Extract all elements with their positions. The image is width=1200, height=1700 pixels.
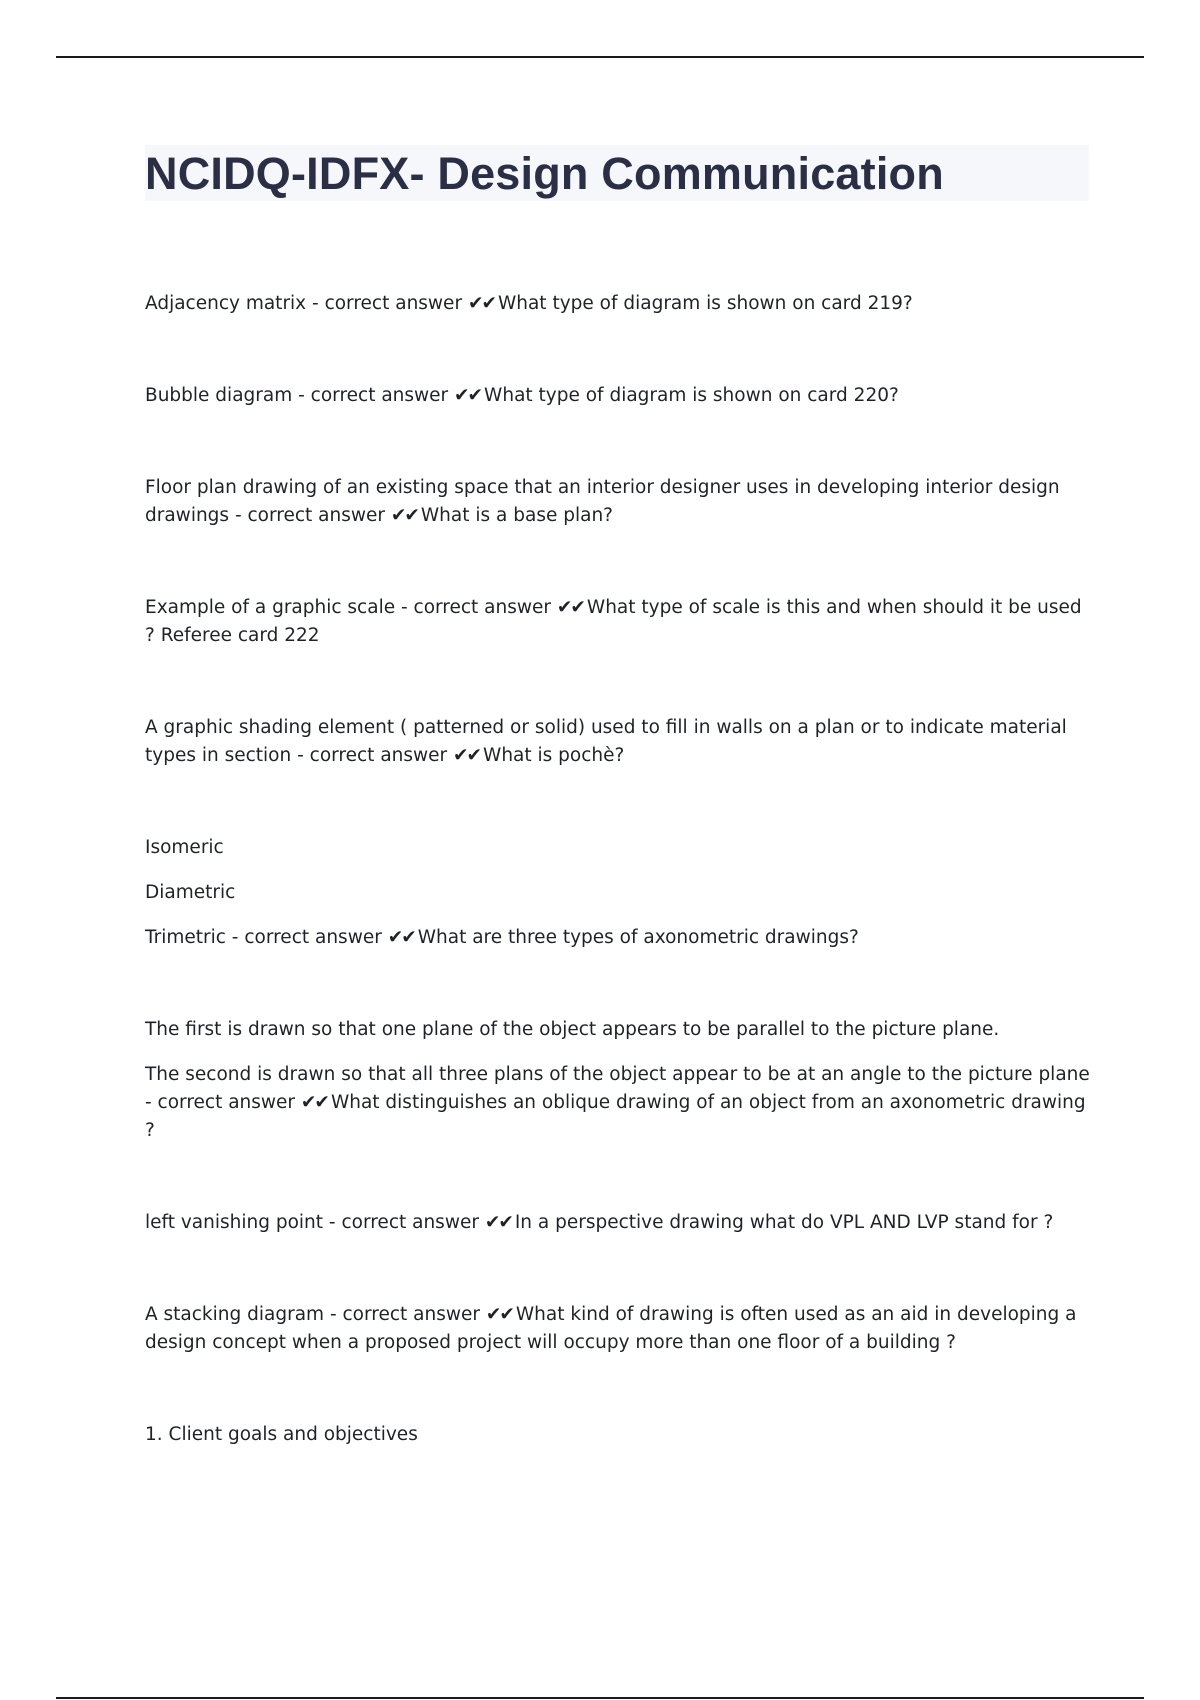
document-body bbox=[145, 290, 1095, 1513]
question-text: What type of scale is this and when should it be used ? Referee card 222 bbox=[145, 597, 1082, 646]
question-text: In a perspective drawing what do VPL AND LVP stand for ? bbox=[514, 1212, 1054, 1233]
top-rule bbox=[56, 56, 1144, 58]
answer-text: A stacking diagram - correct answer bbox=[145, 1304, 486, 1325]
check-marks-icon: ✔✔ bbox=[453, 745, 481, 766]
question-text: What type of diagram is shown on card 220? bbox=[484, 385, 899, 406]
question-text: What are three types of axonometric drawings? bbox=[417, 927, 859, 948]
qa-entry bbox=[145, 594, 1095, 650]
check-marks-icon: ✔✔ bbox=[300, 1092, 328, 1113]
bottom-rule bbox=[56, 1697, 1144, 1699]
qa-entry bbox=[145, 1209, 1095, 1237]
list-item: Diametric bbox=[145, 882, 236, 903]
check-marks-icon: ✔✔ bbox=[485, 1304, 513, 1325]
answer-text: A graphic shading element ( patterned or solid) used to fill in walls on a plan or to indicate material types in section - correct answer bbox=[145, 717, 1067, 766]
qa-entry bbox=[145, 382, 1095, 410]
answer-text: Example of a graphic scale - correct answer bbox=[145, 597, 557, 618]
answer-text: Trimetric - correct answer bbox=[145, 927, 388, 948]
question-text: What distinguishes an oblique drawing of an object from an axonometric drawing ? bbox=[145, 1092, 1086, 1141]
check-marks-icon: ✔✔ bbox=[454, 385, 482, 406]
check-marks-icon: ✔✔ bbox=[387, 927, 415, 948]
qa-entry bbox=[145, 474, 1095, 530]
list-item: Isomeric bbox=[145, 837, 224, 858]
qa-entry bbox=[145, 1016, 1095, 1145]
answer-text: Bubble diagram - correct answer bbox=[145, 385, 455, 406]
check-marks-icon: ✔✔ bbox=[484, 1212, 512, 1233]
question-text: What is pochè? bbox=[483, 745, 625, 766]
paragraph-line: The first is drawn so that one plane of the object appears to be parallel to the picture plane. bbox=[145, 1019, 1000, 1040]
answer-text: left vanishing point - correct answer bbox=[145, 1212, 485, 1233]
qa-entry bbox=[145, 834, 1095, 952]
qa-entry bbox=[145, 714, 1095, 770]
answer-text: Adjacency matrix - correct answer bbox=[145, 293, 468, 314]
qa-entry bbox=[145, 1301, 1095, 1357]
question-text: What is a base plan? bbox=[420, 505, 613, 526]
check-marks-icon: ✔✔ bbox=[556, 597, 584, 618]
check-marks-icon: ✔✔ bbox=[390, 505, 418, 526]
check-marks-icon: ✔✔ bbox=[467, 293, 495, 314]
question-text: What kind of drawing is often used as an aid in developing a design concept when a proposed project will occupy more than one floor of a building ? bbox=[145, 1304, 1077, 1353]
page-title: NCIDQ-IDFX- Design Communication bbox=[145, 148, 944, 199]
answer-text: The second is drawn so that all three plans of the object appear to be at an angle to the picture plane - correct answer bbox=[145, 1064, 1090, 1113]
list-item: 1. Client goals and objectives bbox=[145, 1424, 418, 1445]
answer-text: Floor plan drawing of an existing space that an interior designer uses in developing interior design drawings - correct answer bbox=[145, 477, 1060, 526]
question-text: What type of diagram is shown on card 219? bbox=[497, 293, 913, 314]
qa-entry bbox=[145, 290, 1095, 318]
qa-entry bbox=[145, 1421, 1095, 1449]
